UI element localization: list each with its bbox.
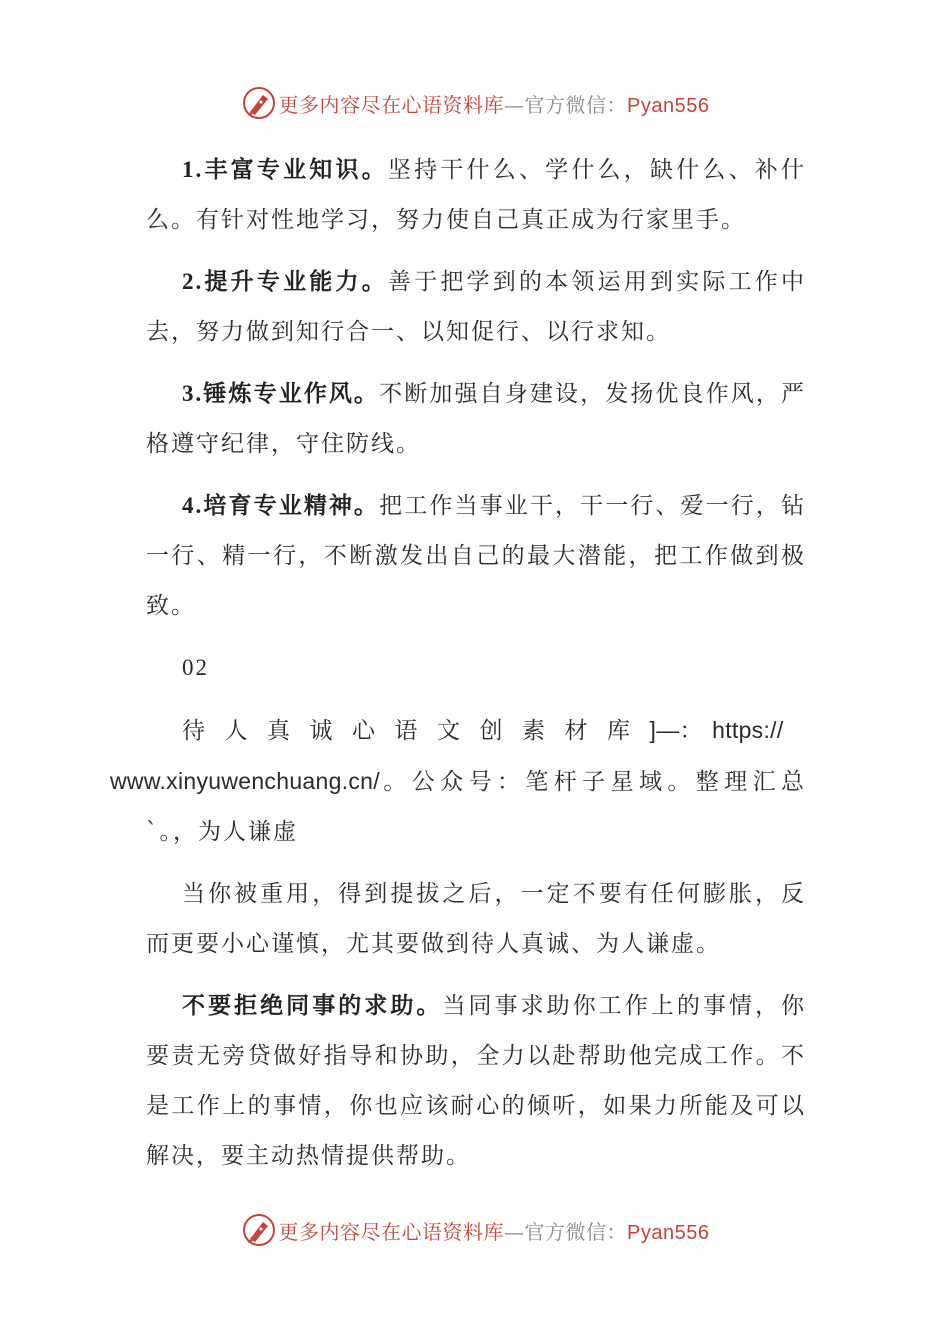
paragraph-3-heading bbox=[182, 380, 379, 407]
paragraph-4-title: 培育专业精神。 bbox=[203, 492, 380, 519]
paragraph-1-title: 丰富专业知识。 bbox=[203, 156, 388, 183]
paragraph-3-number: 3. bbox=[182, 381, 204, 406]
banner-wechat-label: 官方微信： bbox=[524, 1219, 628, 1244]
banner-wechat-id: Pyan556 bbox=[627, 1221, 710, 1244]
paragraph-3 bbox=[146, 369, 806, 469]
paragraph-6-url-part-1: https:// bbox=[712, 717, 784, 743]
section-number bbox=[146, 643, 806, 693]
paragraph-4 bbox=[146, 481, 806, 631]
paragraph-6-bracket: ]—： bbox=[649, 717, 703, 743]
pen-logo-icon bbox=[241, 1212, 277, 1248]
paragraph-1-heading bbox=[182, 156, 388, 183]
paragraph-7 bbox=[146, 869, 806, 969]
banner-wechat-id: Pyan556 bbox=[627, 94, 710, 117]
paragraph-4-number: 4. bbox=[182, 493, 204, 518]
banner-main: 更多内容尽在心语资料库 bbox=[278, 92, 505, 117]
banner-text bbox=[279, 89, 710, 118]
banner-dash: — bbox=[504, 1219, 525, 1244]
paragraph-6 bbox=[110, 705, 806, 857]
paragraph-8 bbox=[146, 981, 806, 1181]
paragraph-8-title: 不要拒绝同事的求助。 bbox=[182, 992, 443, 1019]
banner-main: 更多内容尽在心语资料库 bbox=[278, 1219, 505, 1244]
paragraph-8-text: 当同事求助你工作上的事情，你要责无旁贷做好指导和协助，全力以赴帮助他完成工作。不是工作上的事情，你也应该耐心的倾听，如果力所能及可以解决，要主动热情提供帮助。 bbox=[146, 993, 807, 1169]
pen-logo-icon bbox=[241, 85, 277, 121]
banner-wechat-label: 官方微信： bbox=[524, 92, 628, 117]
paragraph-2-text: 善于把学到的本领运用到实际工作中去，努力做到知行合一、以知促行、以行求知。 bbox=[146, 269, 807, 345]
paragraph-2-number: 2. bbox=[182, 269, 204, 294]
section-number-text: 02 bbox=[182, 655, 209, 680]
paragraph-3-text: 不断加强自身建设，发扬优良作风，严格遵守纪律，守住防线。 bbox=[146, 381, 807, 457]
paragraph-7-text: 当你被重用，得到提拔之后，一定不要有任何膨胀，反而更要小心谨慎，尤其要做到待人真诚、为人谦虚。 bbox=[146, 881, 806, 957]
paragraph-1-number: 1. bbox=[182, 157, 204, 182]
paragraph-6-url-part-2: www.xinyuwenchuang.cn/ bbox=[110, 768, 380, 794]
paragraph-2 bbox=[146, 257, 806, 357]
paragraph-6-text: 。公众号：笔杆子星域。整理汇总`。，为人谦虚 bbox=[146, 769, 806, 845]
paragraph-4-text: 把工作当事业干，干一行、爱一行，钻一行、精一行，不断激发出自己的最大潜能，把工作做到极致。 bbox=[146, 493, 807, 619]
paragraph-2-title: 提升专业能力。 bbox=[203, 268, 388, 295]
paragraph-1-text: 坚持干什么、学什么，缺什么、补什么。有针对性地学习，努力使自己真正成为行家里手。 bbox=[146, 157, 807, 233]
banner-text bbox=[279, 1216, 710, 1245]
header-banner bbox=[0, 83, 950, 123]
banner-dash: — bbox=[504, 92, 525, 117]
footer-banner bbox=[0, 1210, 950, 1250]
paragraph-4-heading bbox=[182, 492, 379, 519]
paragraph-6-spaced-text: 待人真诚心语文创素材库 bbox=[182, 718, 650, 744]
paragraph-2-heading bbox=[182, 268, 388, 295]
document-body bbox=[110, 145, 807, 1181]
paragraph-3-title: 锤炼专业作风。 bbox=[203, 380, 380, 407]
paragraph-1 bbox=[146, 145, 806, 245]
